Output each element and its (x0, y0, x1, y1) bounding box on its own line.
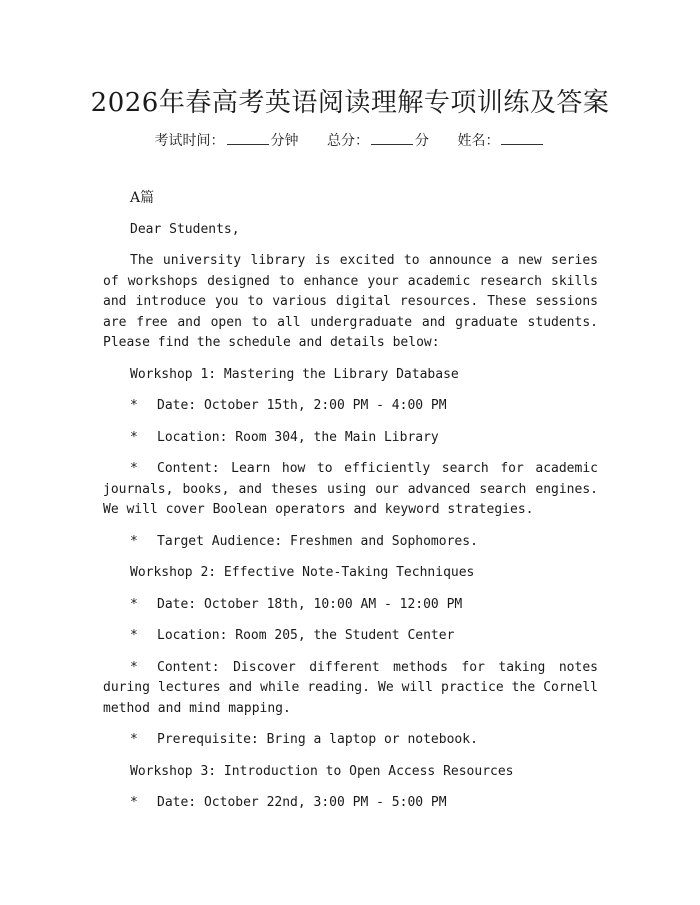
page-title: 2026年春高考英语阅读理解专项训练及答案 (90, 88, 610, 118)
workshop-title: Workshop 3: Introduction to Open Access Resources (130, 763, 514, 779)
student-name-label: 姓名： (457, 133, 500, 149)
passage-body (103, 188, 598, 825)
bullet-star: * (130, 659, 138, 675)
exam-time-label: 考试时间： (154, 133, 225, 149)
student-name-field (457, 130, 545, 150)
workshop-detail (103, 459, 598, 521)
total-score-unit: 分 (415, 133, 429, 149)
workshop-detail (103, 428, 598, 449)
total-score-blank (371, 132, 413, 145)
workshop-detail (103, 396, 598, 417)
workshop-detail (103, 532, 598, 553)
workshop-detail-text: Location: Room 304, the Main Library (157, 429, 439, 445)
workshop-detail-text: Location: Room 205, the Student Center (157, 628, 455, 643)
workshop-detail-text: Date: October 15th, 2:00 PM - 4:00 PM (157, 398, 447, 413)
bullet-star: * (130, 461, 138, 476)
bullet-star: * (130, 429, 138, 445)
bullet-star: * (130, 533, 138, 549)
bullet-star: * (130, 732, 138, 747)
bullet-star: * (130, 398, 138, 413)
workshop-detail (103, 793, 598, 814)
bullet-star: * (130, 795, 138, 810)
workshop-detail (103, 595, 598, 616)
total-score-label: 总分： (327, 133, 369, 149)
letter-greeting: Dear Students, (130, 221, 240, 237)
workshop-title: Workshop 2: Effective Note-Taking Techniques (130, 565, 475, 580)
workshop-title: Workshop 1: Mastering the Library Database (130, 366, 459, 382)
workshop-detail-text: Date: October 18th, 10:00 AM - 12:00 PM (157, 596, 463, 612)
total-score-field (327, 130, 429, 150)
exam-time-blank (227, 132, 269, 145)
workshop-detail-text: Content: Discover different methods for taking notes during lectures and while reading. We will practice the Cornell method and mind mapping. (103, 659, 598, 716)
workshop-detail-text: Content: Learn how to efficiently search for academic journals, books, and theses using our advanced search engines. We will cover Boolean operators and keyword strategies. (103, 461, 598, 517)
workshop-detail-text: Target Audience: Freshmen and Sophomores. (157, 533, 478, 549)
exam-info-line (0, 130, 700, 150)
bullet-star: * (130, 628, 138, 643)
workshop-detail (103, 658, 598, 720)
exam-time-unit: 分钟 (270, 133, 299, 149)
workshop-detail (103, 626, 598, 647)
section-heading: A篇 (130, 190, 155, 206)
workshop-detail (103, 730, 598, 751)
workshop-detail-text: Prerequisite: Bring a laptop or notebook. (157, 732, 478, 747)
letter-intro: The university library is excited to announce a new series of workshops designed to enhance your academic research skills and introduce you to various digital resources. These sessions are free and open to all undergraduate and graduate students. Please find the schedule and details below: (103, 253, 598, 350)
exam-time-field (155, 130, 299, 150)
workshop-detail-text: Date: October 22nd, 3:00 PM - 5:00 PM (157, 795, 447, 810)
student-name-blank (501, 132, 543, 145)
bullet-star: * (130, 596, 138, 612)
